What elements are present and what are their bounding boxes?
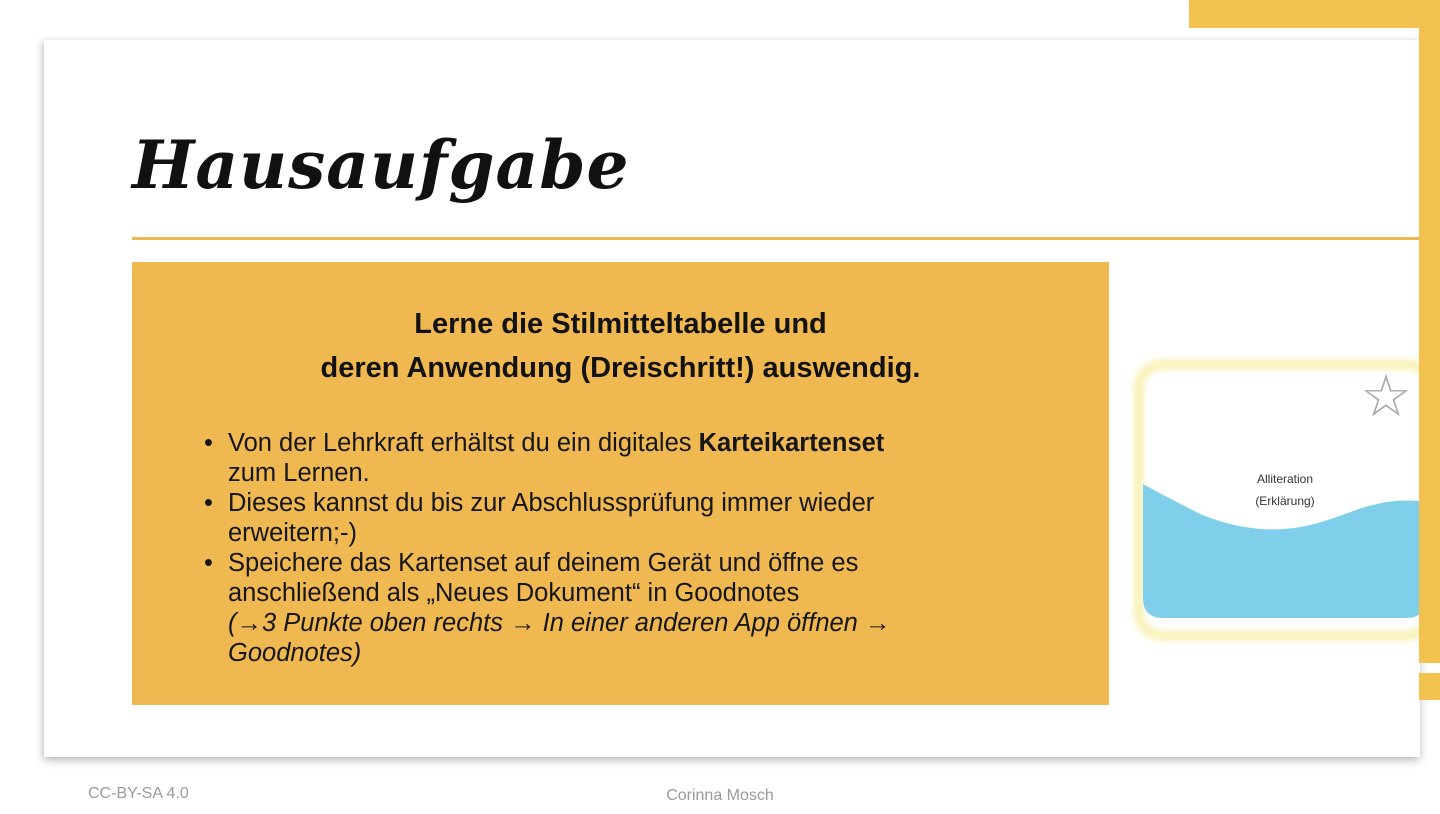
bullet-1-bold-term: Karteikartenset [698,429,885,457]
bullet-item-3 [202,548,1069,608]
title-underline [132,237,1422,240]
bullet-item-2 [202,488,1069,548]
note-line-2: Goodnotes) [228,639,362,667]
bullet-1-line-1: Von der Lehrkraft erhältst du ein digitales [228,429,699,457]
bullet-2-line-2: erweitern;-) [228,519,357,547]
content-box [132,262,1109,705]
heading-line-1: Lerne die Stilmitteltabelle und [414,308,827,340]
decoration-top-right-bar [1189,0,1440,28]
content-box-heading [162,302,1079,390]
bullet-2-line-1: Dieses kannst du bis zur Abschlussprüfung immer wieder [228,489,875,517]
flashcard-label-term: Alliteration [1256,472,1314,486]
slide-canvas [44,40,1420,757]
footer-license: CC-BY-SA 4.0 [88,785,189,802]
slide-title: Hausaufgabe [132,126,630,204]
footer-author: Corinna Mosch [666,787,774,804]
note-line-1: (→3 Punkte oben rechts → In einer anderen App öffnen → [228,609,891,637]
flashcard-illustration [1136,362,1434,638]
bullet-item-1 [202,428,1069,488]
bullet-1-line-2: zum Lernen. [228,459,370,487]
star-outline-icon: ☆ [1360,362,1412,430]
bullet-list [202,428,1069,608]
decoration-right-small-block [1419,673,1440,700]
heading-line-2: deren Anwendung (Dreischritt!) auswendig. [320,352,921,384]
bullet-3-line-2: anschließend als „Neues Dokument“ in Goodnotes [228,579,800,607]
note-text [228,608,1069,668]
flashcard-label-type: (Erklärung) [1255,494,1315,508]
decoration-right-strip [1419,0,1440,663]
flashcard-pocket-shape [1136,362,1434,638]
bullet-3-line-1: Speichere das Kartenset auf deinem Gerät und öffne es [228,549,859,577]
